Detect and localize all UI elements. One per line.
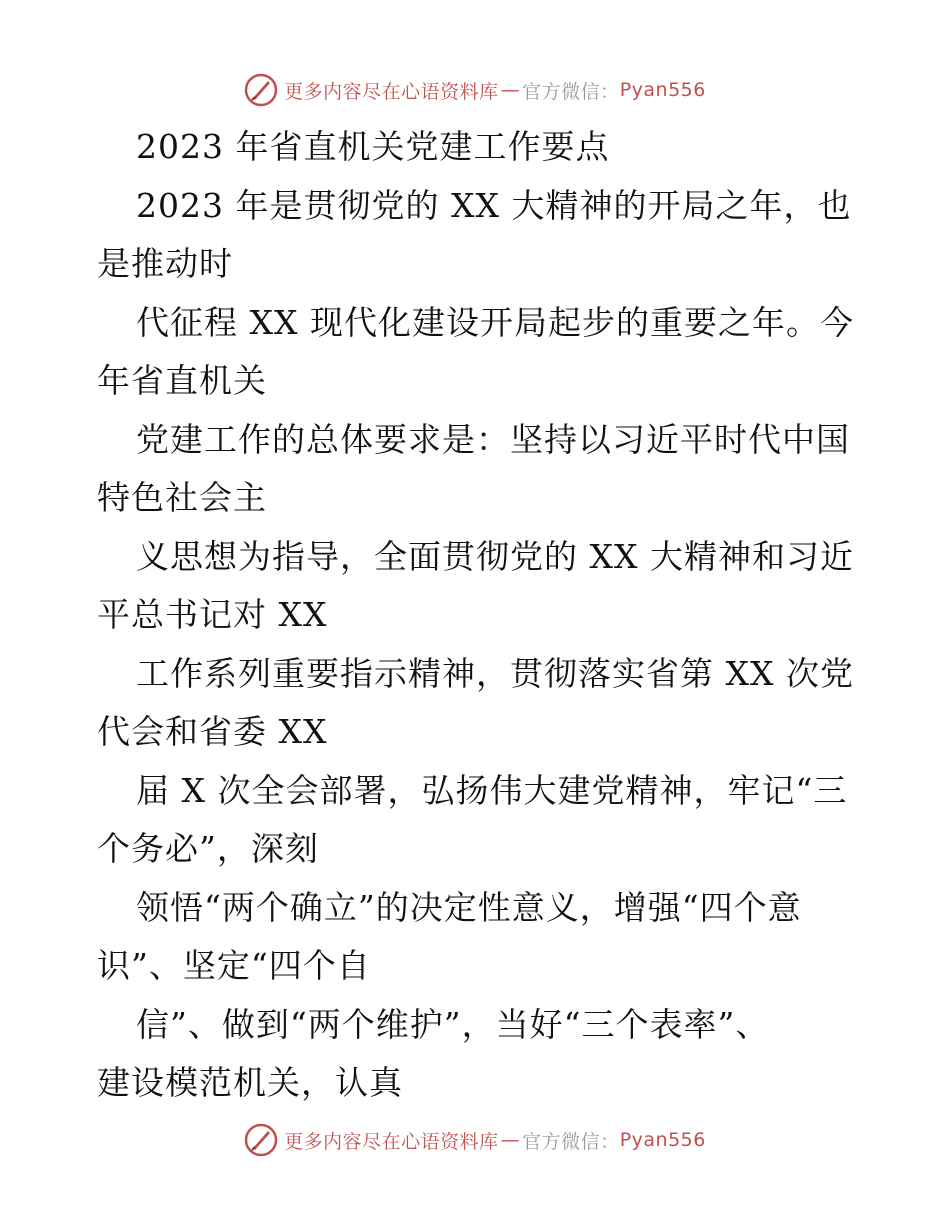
watermark-main-text: 更多内容尽在心语资料库: [284, 80, 499, 103]
watermark-header: [0, 70, 950, 110]
watermark-official-label: 官方微信：: [522, 80, 620, 103]
text-line: 建设模范机关，认真: [97, 1063, 403, 1102]
watermark-main-text: 更多内容尽在心语资料库: [284, 1130, 499, 1153]
quill-pen-seal-icon: [244, 73, 278, 107]
text-line: 领悟“两个确立”的决定性意义，增强“四个意: [136, 887, 802, 927]
quill-pen-seal-icon: [244, 1123, 278, 1157]
text-line: 2023 年是贯彻党的 XX 大精神的开局之年，也: [136, 185, 852, 225]
watermark-dash: —: [500, 1129, 521, 1151]
watermark-wechat-id: Pyan556: [619, 1129, 706, 1151]
watermark-dash: —: [500, 79, 521, 101]
text-line: 信”、做到“两个维护”，当好“三个表率”、: [136, 1004, 770, 1044]
watermark-official-label: 官方微信：: [522, 1130, 620, 1153]
text-line: 党建工作的总体要求是：坚持以习近平时代中国: [136, 419, 850, 459]
text-line: 义思想为指导，全面贯彻党的 XX 大精神和习近: [136, 536, 854, 576]
paragraph-lines: [97, 177, 857, 1113]
text-line: 特色社会主: [97, 478, 267, 517]
watermark-footer: [0, 1120, 950, 1160]
text-line: 是推动时: [97, 244, 233, 283]
text-line: 个务必”，深刻: [97, 829, 319, 868]
watermark-wechat-id: Pyan556: [619, 79, 706, 101]
text-line: 工作系列重要指示精神，贯彻落实省第 XX 次党: [136, 653, 854, 693]
text-line: 年省直机关: [97, 361, 267, 400]
text-line: 代会和省委 XX: [97, 712, 328, 751]
text-line: 代征程 XX 现代化建设开局起步的重要之年。今: [136, 302, 854, 342]
document-body: [97, 118, 857, 1113]
document-title: 2023 年省直机关党建工作要点: [136, 127, 610, 166]
text-line: 平总书记对 XX: [97, 595, 328, 634]
text-line: 届 X 次全会部署，弘扬伟大建党精神，牢记“三: [136, 770, 848, 810]
text-line: 识”、坚定“四个自: [97, 946, 371, 985]
